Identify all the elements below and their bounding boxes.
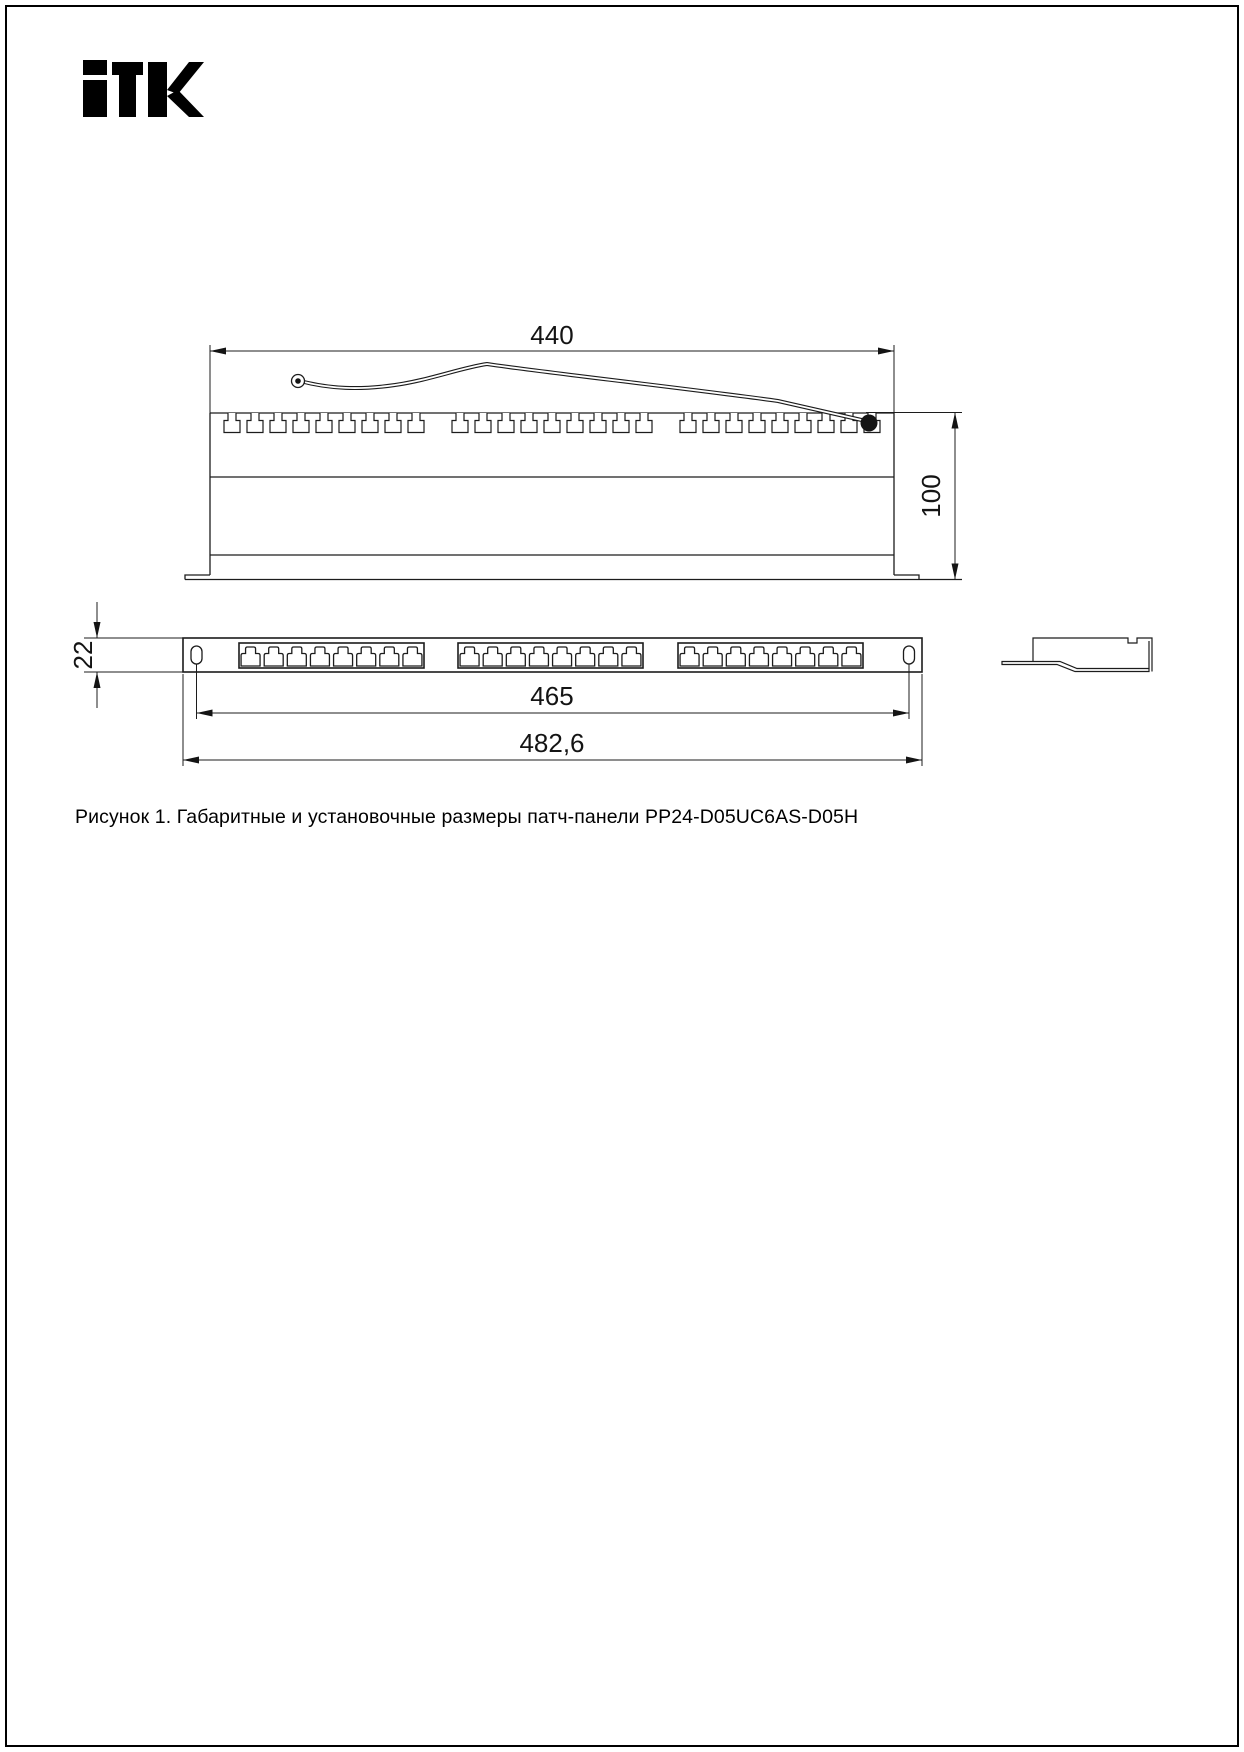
dim-label-top-width: 440 [530,320,574,350]
dim-label-depth: 100 [916,474,946,518]
comb-slot [247,413,263,433]
arrowhead-left [183,757,199,764]
comb-slot [270,413,286,433]
dim-22 [84,602,183,708]
logo-t [112,62,143,117]
logo-i-dot [83,60,107,75]
comb-slot [293,413,309,433]
dim-label-height: 22 [68,640,98,670]
side-view-bracket [1033,638,1152,672]
arrowhead-down [94,622,101,638]
top-view-body [185,413,962,580]
logo-k [148,62,204,117]
cable-end-dot [861,415,878,432]
comb-slot [613,413,629,433]
arrowhead-right [878,348,894,355]
figure-caption: Рисунок 1. Габаритные и установочные размеры патч-панели PP24-D05UC6AS-D05H [75,806,859,828]
comb-slot [452,413,468,433]
port-groups [239,643,863,668]
comb-slot [749,413,765,433]
dim-label-mounting-span: 465 [530,681,574,711]
cable-tie [292,364,878,432]
comb-slot [818,413,834,433]
arrowhead-right [893,710,909,717]
logo-i-stem [83,80,107,117]
arrowhead-right [906,757,922,764]
arrowhead-left [210,348,226,355]
arrowhead-down [952,564,959,580]
port-group-3 [678,643,863,668]
comb-slot [362,413,378,433]
port-group-2 [458,643,643,668]
port-group-1 [239,643,424,668]
itk-logo [83,60,204,117]
front-view [84,602,922,766]
dim-label-overall-width: 482,6 [519,728,585,758]
arrowhead-up [952,413,959,429]
comb-slot [521,413,537,433]
side-view [1002,638,1152,672]
comb-slot [385,413,401,433]
arrowhead-left [197,710,213,717]
comb-slot [703,413,719,433]
comb-slot [590,413,606,433]
comb-slot [680,413,696,433]
comb-slot [339,413,355,433]
comb-slot [544,413,560,433]
comb-slot [567,413,583,433]
comb-slot [795,413,811,433]
side-view-plate [1002,662,1149,672]
comb-slot [772,413,788,433]
comb-slot [316,413,332,433]
comb-slots [224,413,880,433]
comb-slot [498,413,514,433]
comb-slot [636,413,652,433]
comb-slot [475,413,491,433]
comb-slot [224,413,240,433]
dimension-labels [68,320,946,758]
top-view [185,345,962,580]
comb-slot [408,413,424,433]
arrowhead-up [94,672,101,688]
comb-slot [726,413,742,433]
